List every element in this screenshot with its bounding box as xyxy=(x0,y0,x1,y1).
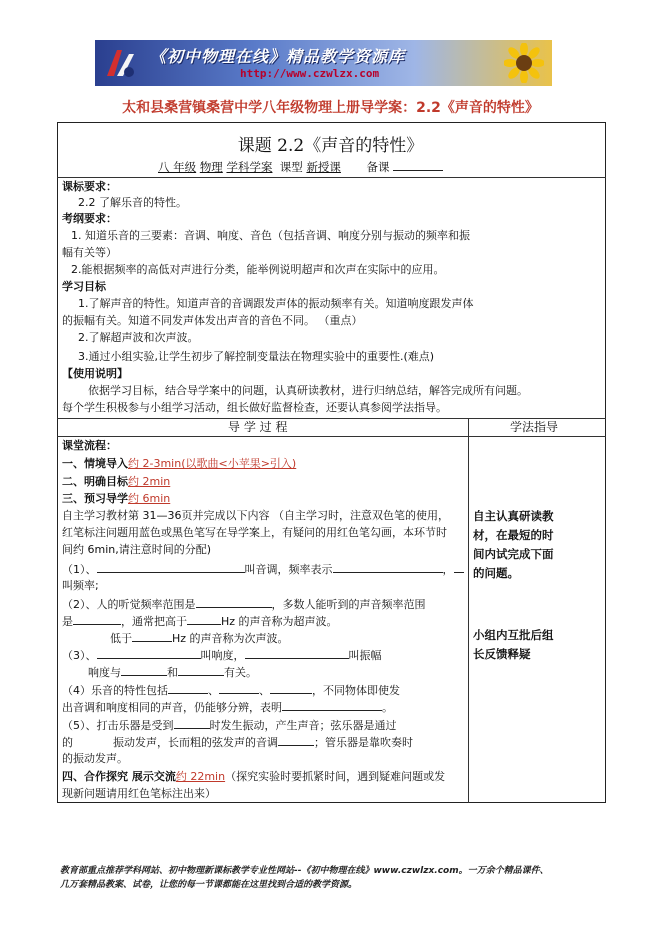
page-footer xyxy=(60,864,605,892)
outline-heading: 考纲要求： xyxy=(62,212,117,225)
footer-line: 教育部重点推荐学科网站、初中物理新课标教学专业性网站--《初中物理在线》www.czwlzx.com。一万余个精品课件、 xyxy=(60,866,549,876)
q3-text: 叫响度， xyxy=(200,649,245,662)
q2-text: 是 xyxy=(62,615,73,628)
q4-text: 出音调和响度相同的声音，仍能够分辨，表明 xyxy=(62,701,282,714)
step-2-label: 二、明确目标 xyxy=(62,475,128,488)
guide-line: 自主认真研读教 xyxy=(473,509,554,523)
divider xyxy=(57,177,606,178)
q2-text: ，多数人能听到的声音频率范围 xyxy=(271,598,426,611)
meta-line xyxy=(158,159,443,175)
answer-blank[interactable] xyxy=(245,647,349,659)
answer-blank[interactable] xyxy=(196,596,272,608)
answer-blank[interactable] xyxy=(219,682,259,694)
outline-item: 幅有关等） xyxy=(62,246,117,259)
document-title: 太和县桑营镇桑营中学八年级物理上册导学案：2.2《声音的特性》 xyxy=(122,100,539,116)
answer-blank[interactable] xyxy=(97,647,201,659)
q4-text: ，不同物体即使发 xyxy=(312,684,400,697)
question-5-cont: 的振动发声。 xyxy=(62,752,128,765)
question-4-cont xyxy=(62,699,393,716)
process-header: 导 学 过 程 xyxy=(228,420,288,434)
step-4-note: （探究实验时要抓紧时间，遇到疑难问题或发 xyxy=(225,770,446,783)
lesson-title: 课题 2.2《声音的特性》 xyxy=(237,136,424,156)
step-1 xyxy=(62,456,296,472)
step-3-time: 约 6min xyxy=(128,492,171,505)
goal-item: 3.通过小组实验,让学生初步了解控制变量法在物理实验中的重要性.(难点) xyxy=(78,350,435,363)
prep-label: 备课 xyxy=(366,160,390,174)
prep-blank[interactable] xyxy=(393,159,443,171)
guide-note-1 xyxy=(473,507,554,583)
question-2-cont xyxy=(110,630,289,647)
answer-blank[interactable] xyxy=(333,561,443,573)
q1-text: （1）、 xyxy=(62,563,97,576)
outline-item: 2.能根据频率的高低对声进行分类，能举例说明超声和次声在实际中的应用。 xyxy=(71,263,445,276)
site-logo-icon xyxy=(103,46,137,80)
course-type: 新授课 xyxy=(306,160,341,174)
guide-note-2 xyxy=(473,626,554,664)
subject: 物理 xyxy=(199,160,223,174)
answer-blank[interactable] xyxy=(282,699,382,711)
q1-text: 叫音调，频率表示 xyxy=(244,563,333,576)
process-heading: 课堂流程： xyxy=(62,439,117,452)
q2-text: ，通常把高于 xyxy=(121,615,187,628)
step-2 xyxy=(62,474,170,490)
answer-blank[interactable] xyxy=(187,613,221,625)
question-3-cont xyxy=(88,664,257,681)
q1-text: ， xyxy=(442,563,454,576)
question-4 xyxy=(62,682,400,699)
type-label: 学科学案 xyxy=(226,160,273,174)
answer-blank[interactable] xyxy=(168,682,208,694)
step-1-time: 约 2-3min(以歌曲<小苹果>引入) xyxy=(128,457,297,470)
q3-text: 有关。 xyxy=(224,666,257,679)
footer-line: 几万套精品教案、试卷，让您的每一节课都能在这里找到合适的教学资源。 xyxy=(60,880,358,890)
grade: 八 年级 xyxy=(158,160,197,174)
goal-item: 的振幅有关。知道不同发声体发出声音的音色不同。 （重点） xyxy=(62,314,363,327)
q5-text: 时发生振动，产生声音；弦乐器是通过 xyxy=(209,719,397,732)
answer-blank[interactable] xyxy=(270,682,312,694)
q3-text: 和 xyxy=(167,666,178,679)
step-1-label: 一、情境导入 xyxy=(62,457,128,470)
question-5 xyxy=(62,717,397,734)
q3-text: 响度与 xyxy=(88,666,121,679)
q4-text: 、 xyxy=(259,684,270,697)
answer-blank[interactable] xyxy=(178,664,224,676)
q5-text: 振动发声，长而粗的弦发声的音调 xyxy=(113,736,278,749)
question-1 xyxy=(62,561,464,578)
q4-text: （4）乐音的特性包括 xyxy=(62,684,168,697)
guide-header: 学法指导 xyxy=(510,420,559,434)
step-4-note-cont: 现新问题请用红色笔标注出来） xyxy=(62,787,216,800)
question-2-cont xyxy=(62,613,338,630)
step-4-time: 约 22min xyxy=(175,770,226,783)
guide-line: 材，在最短的时 xyxy=(473,528,554,542)
guide-line: 的问题。 xyxy=(473,566,519,580)
goal-heading: 学习目标 xyxy=(62,280,106,293)
q4-text: 。 xyxy=(382,701,393,714)
banner-title: 《初中物理在线》精品教学资源库 xyxy=(150,47,406,66)
answer-blank[interactable] xyxy=(121,664,167,676)
answer-blank[interactable] xyxy=(73,613,121,625)
q3-text: 叫振幅 xyxy=(348,649,382,662)
q2-text: 低于 xyxy=(110,632,132,645)
usage-item: 依据学习目标，结合导学案中的问题，认真研读教材，进行归纳总结，解答完成所有问题。 xyxy=(88,384,528,397)
goal-item: 1.了解声音的特性。知道声音的音调跟发声体的振动频率有关。知道响度跟发声体 xyxy=(78,297,474,310)
step-2-time: 约 2min xyxy=(128,475,171,488)
self-study-text: 自主学习教材第 31—36页并完成以下内容 （自主学习时，注意双色笔的使用， xyxy=(62,509,449,522)
question-1-cont: 叫频率; xyxy=(62,579,99,592)
step-4 xyxy=(62,769,445,785)
answer-blank[interactable] xyxy=(454,561,464,573)
guide-line: 小组内互批后组 xyxy=(473,628,554,642)
outline-item: 1. 知道乐音的三要素：音调、响度、音色（包括音调、响度分别与振动的频率和振 xyxy=(71,229,470,242)
answer-blank[interactable] xyxy=(174,717,210,729)
usage-item: 每个学生积极参与小组学习活动，组长做好监督检查，还要认真参阅学法指导。 xyxy=(62,401,447,414)
step-4-label: 四、合作探究 展示交流 xyxy=(62,770,176,783)
q5-text: （5）、打击乐器是受到 xyxy=(62,719,174,732)
header-banner xyxy=(95,40,552,86)
step-3 xyxy=(62,491,170,507)
course-type-label: 课型 xyxy=(279,160,303,174)
usage-heading: 【使用说明】 xyxy=(62,367,128,380)
guide-line: 间内试完成下面 xyxy=(473,547,554,561)
q4-text: 、 xyxy=(208,684,219,697)
answer-blank[interactable] xyxy=(278,734,314,746)
question-3 xyxy=(62,647,382,664)
question-5-cont xyxy=(62,734,413,751)
q5-text: ；管乐器是靠吹奏时 xyxy=(314,736,413,749)
self-study-text: 红笔标注问题用蓝色或黑色笔写在导学案上，有疑问的用红色笔勾画，本环节时 xyxy=(62,526,447,539)
req-heading: 课标要求： xyxy=(62,180,117,193)
q5-text: 的 xyxy=(62,736,73,749)
banner-url[interactable]: http://www.czwlzx.com xyxy=(240,67,380,80)
answer-blank[interactable] xyxy=(73,734,113,746)
guide-line: 长反馈释疑 xyxy=(473,647,531,661)
q2-text: Hz 的声音称为次声波。 xyxy=(172,632,289,645)
goal-item: 2.了解超声波和次声波。 xyxy=(78,331,199,344)
step-3-label: 三、预习导学 xyxy=(62,492,128,505)
self-study-text: 间约 6min,请注意时间的分配) xyxy=(62,543,212,556)
q2-text: Hz 的声音称为超声波。 xyxy=(221,615,338,628)
question-2 xyxy=(62,596,426,613)
sunflower-icon xyxy=(504,43,544,83)
q3-text: （3）、 xyxy=(62,649,97,662)
q2-text: （2）、人的听觉频率范围是 xyxy=(62,598,196,611)
req-item: 2.2 了解乐音的特性。 xyxy=(78,196,187,209)
answer-blank[interactable] xyxy=(97,561,245,573)
divider xyxy=(57,436,606,437)
column-divider xyxy=(468,418,469,803)
answer-blank[interactable] xyxy=(132,630,172,642)
